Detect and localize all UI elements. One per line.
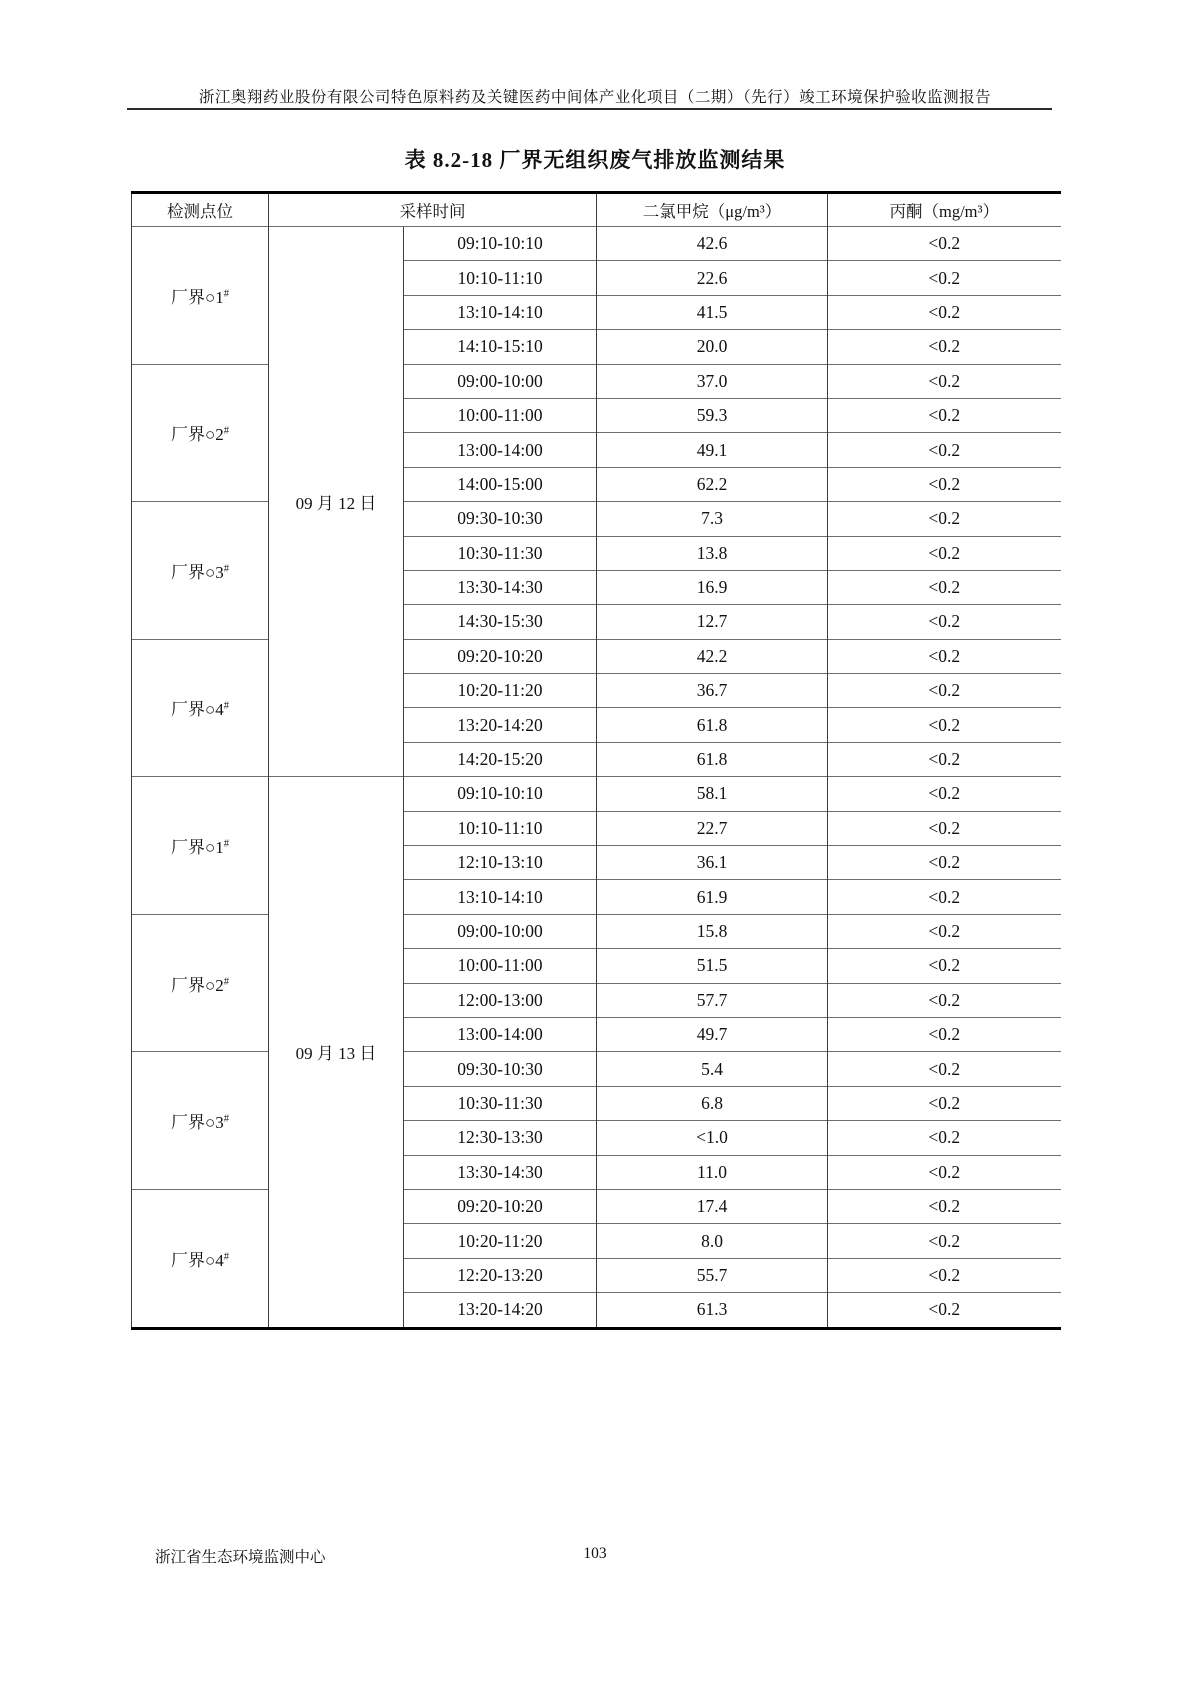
acetone-value-cell: <0.2 (828, 1258, 1061, 1292)
dcm-value-cell: 51.5 (597, 949, 828, 983)
dcm-value-cell: 11.0 (597, 1155, 828, 1189)
dcm-value-cell: 8.0 (597, 1224, 828, 1258)
dcm-value-cell: 15.8 (597, 914, 828, 948)
dcm-value-cell: 37.0 (597, 364, 828, 398)
dcm-value-cell: 16.9 (597, 570, 828, 604)
column-header-site: 检测点位 (132, 193, 269, 227)
dcm-value-cell: 61.9 (597, 880, 828, 914)
table-row (132, 227, 1061, 261)
time-cell: 10:20-11:20 (404, 1224, 597, 1258)
time-cell: 09:20-10:20 (404, 1189, 597, 1223)
dcm-value-cell: 61.3 (597, 1293, 828, 1328)
table-body (132, 227, 1061, 1329)
time-cell: 13:00-14:00 (404, 433, 597, 467)
time-cell: 09:00-10:00 (404, 364, 597, 398)
table-row (132, 777, 1061, 811)
dcm-value-cell: 12.7 (597, 605, 828, 639)
acetone-value-cell: <0.2 (828, 811, 1061, 845)
dcm-value-cell: 42.2 (597, 639, 828, 673)
time-cell: 13:20-14:20 (404, 708, 597, 742)
acetone-value-cell: <0.2 (828, 605, 1061, 639)
acetone-value-cell: <0.2 (828, 398, 1061, 432)
dcm-value-cell: 41.5 (597, 295, 828, 329)
site-cell: 厂界○4# (132, 639, 269, 777)
dcm-value-cell: 58.1 (597, 777, 828, 811)
acetone-value-cell: <0.2 (828, 1189, 1061, 1223)
report-header-text: 浙江奥翔药业股份有限公司特色原料药及关键医药中间体产业化项目（二期）（先行）竣工环境保护验收监测报告 (198, 89, 992, 106)
time-cell: 12:00-13:00 (404, 983, 597, 1017)
date-cell: 09 月 12 日 (269, 227, 404, 777)
acetone-value-cell: <0.2 (828, 1017, 1061, 1051)
acetone-value-cell: <0.2 (828, 1155, 1061, 1189)
acetone-value-cell: <0.2 (828, 674, 1061, 708)
time-cell: 10:00-11:00 (404, 398, 597, 432)
dcm-value-cell: 62.2 (597, 467, 828, 501)
time-cell: 09:30-10:30 (404, 1052, 597, 1086)
dcm-value-cell: 17.4 (597, 1189, 828, 1223)
dcm-value-cell: 22.6 (597, 261, 828, 295)
acetone-value-cell: <0.2 (828, 536, 1061, 570)
time-cell: 09:00-10:00 (404, 914, 597, 948)
time-cell: 10:10-11:10 (404, 261, 597, 295)
dcm-value-cell: 49.1 (597, 433, 828, 467)
time-cell: 14:00-15:00 (404, 467, 597, 501)
time-cell: 13:20-14:20 (404, 1293, 597, 1328)
time-cell: 12:10-13:10 (404, 846, 597, 880)
footer-organization: 浙江省生态环境监测中心 (155, 1549, 326, 1566)
time-cell: 10:10-11:10 (404, 811, 597, 845)
acetone-value-cell: <0.2 (828, 1052, 1061, 1086)
acetone-value-cell: <0.2 (828, 1086, 1061, 1120)
dcm-value-cell: 20.0 (597, 330, 828, 364)
acetone-value-cell: <0.2 (828, 1121, 1061, 1155)
time-cell: 10:30-11:30 (404, 1086, 597, 1120)
acetone-value-cell: <0.2 (828, 502, 1061, 536)
column-header-sampling-time: 采样时间 (269, 193, 597, 227)
time-cell: 14:10-15:10 (404, 330, 597, 364)
time-cell: 13:10-14:10 (404, 880, 597, 914)
time-cell: 14:30-15:30 (404, 605, 597, 639)
dcm-value-cell: 61.8 (597, 742, 828, 776)
dcm-value-cell: 13.8 (597, 536, 828, 570)
acetone-value-cell: <0.2 (828, 639, 1061, 673)
dcm-value-cell: 55.7 (597, 1258, 828, 1292)
acetone-value-cell: <0.2 (828, 914, 1061, 948)
date-cell: 09 月 13 日 (269, 777, 404, 1328)
page-number: 103 (583, 1545, 607, 1562)
site-cell: 厂界○2# (132, 914, 269, 1052)
header-divider (127, 108, 1052, 110)
acetone-value-cell: <0.2 (828, 1293, 1061, 1328)
acetone-value-cell: <0.2 (828, 777, 1061, 811)
time-cell: 13:10-14:10 (404, 295, 597, 329)
acetone-value-cell: <0.2 (828, 708, 1061, 742)
time-cell: 12:30-13:30 (404, 1121, 597, 1155)
site-cell: 厂界○2# (132, 364, 269, 502)
acetone-value-cell: <0.2 (828, 295, 1061, 329)
acetone-value-cell: <0.2 (828, 433, 1061, 467)
dcm-value-cell: 7.3 (597, 502, 828, 536)
acetone-value-cell: <0.2 (828, 570, 1061, 604)
time-cell: 09:10-10:10 (404, 227, 597, 261)
table-header-row (132, 193, 1061, 227)
monitoring-results-table (131, 191, 1061, 1330)
dcm-value-cell: 6.8 (597, 1086, 828, 1120)
time-cell: 13:30-14:30 (404, 570, 597, 604)
acetone-value-cell: <0.2 (828, 880, 1061, 914)
dcm-value-cell: 22.7 (597, 811, 828, 845)
acetone-value-cell: <0.2 (828, 949, 1061, 983)
site-cell: 厂界○1# (132, 227, 269, 365)
dcm-value-cell: 36.1 (597, 846, 828, 880)
time-cell: 13:00-14:00 (404, 1017, 597, 1051)
dcm-value-cell: 57.7 (597, 983, 828, 1017)
time-cell: 09:20-10:20 (404, 639, 597, 673)
time-cell: 13:30-14:30 (404, 1155, 597, 1189)
time-cell: 12:20-13:20 (404, 1258, 597, 1292)
acetone-value-cell: <0.2 (828, 261, 1061, 295)
dcm-value-cell: <1.0 (597, 1121, 828, 1155)
site-cell: 厂界○3# (132, 502, 269, 640)
table-title: 表 8.2-18 厂界无组织废气排放监测结果 (404, 148, 786, 172)
acetone-value-cell: <0.2 (828, 467, 1061, 501)
acetone-value-cell: <0.2 (828, 364, 1061, 398)
dcm-value-cell: 49.7 (597, 1017, 828, 1051)
acetone-value-cell: <0.2 (828, 330, 1061, 364)
dcm-value-cell: 59.3 (597, 398, 828, 432)
time-cell: 10:00-11:00 (404, 949, 597, 983)
dcm-value-cell: 42.6 (597, 227, 828, 261)
time-cell: 10:30-11:30 (404, 536, 597, 570)
time-cell: 10:20-11:20 (404, 674, 597, 708)
time-cell: 09:10-10:10 (404, 777, 597, 811)
acetone-value-cell: <0.2 (828, 846, 1061, 880)
acetone-value-cell: <0.2 (828, 983, 1061, 1017)
site-cell: 厂界○3# (132, 1052, 269, 1190)
dcm-value-cell: 61.8 (597, 708, 828, 742)
dcm-value-cell: 5.4 (597, 1052, 828, 1086)
acetone-value-cell: <0.2 (828, 227, 1061, 261)
site-cell: 厂界○1# (132, 777, 269, 915)
column-header-acetone: 丙酮（mg/m³） (828, 193, 1061, 227)
column-header-dichloromethane: 二氯甲烷（μg/m³） (597, 193, 828, 227)
dcm-value-cell: 36.7 (597, 674, 828, 708)
acetone-value-cell: <0.2 (828, 742, 1061, 776)
site-cell: 厂界○4# (132, 1189, 269, 1328)
time-cell: 14:20-15:20 (404, 742, 597, 776)
acetone-value-cell: <0.2 (828, 1224, 1061, 1258)
time-cell: 09:30-10:30 (404, 502, 597, 536)
